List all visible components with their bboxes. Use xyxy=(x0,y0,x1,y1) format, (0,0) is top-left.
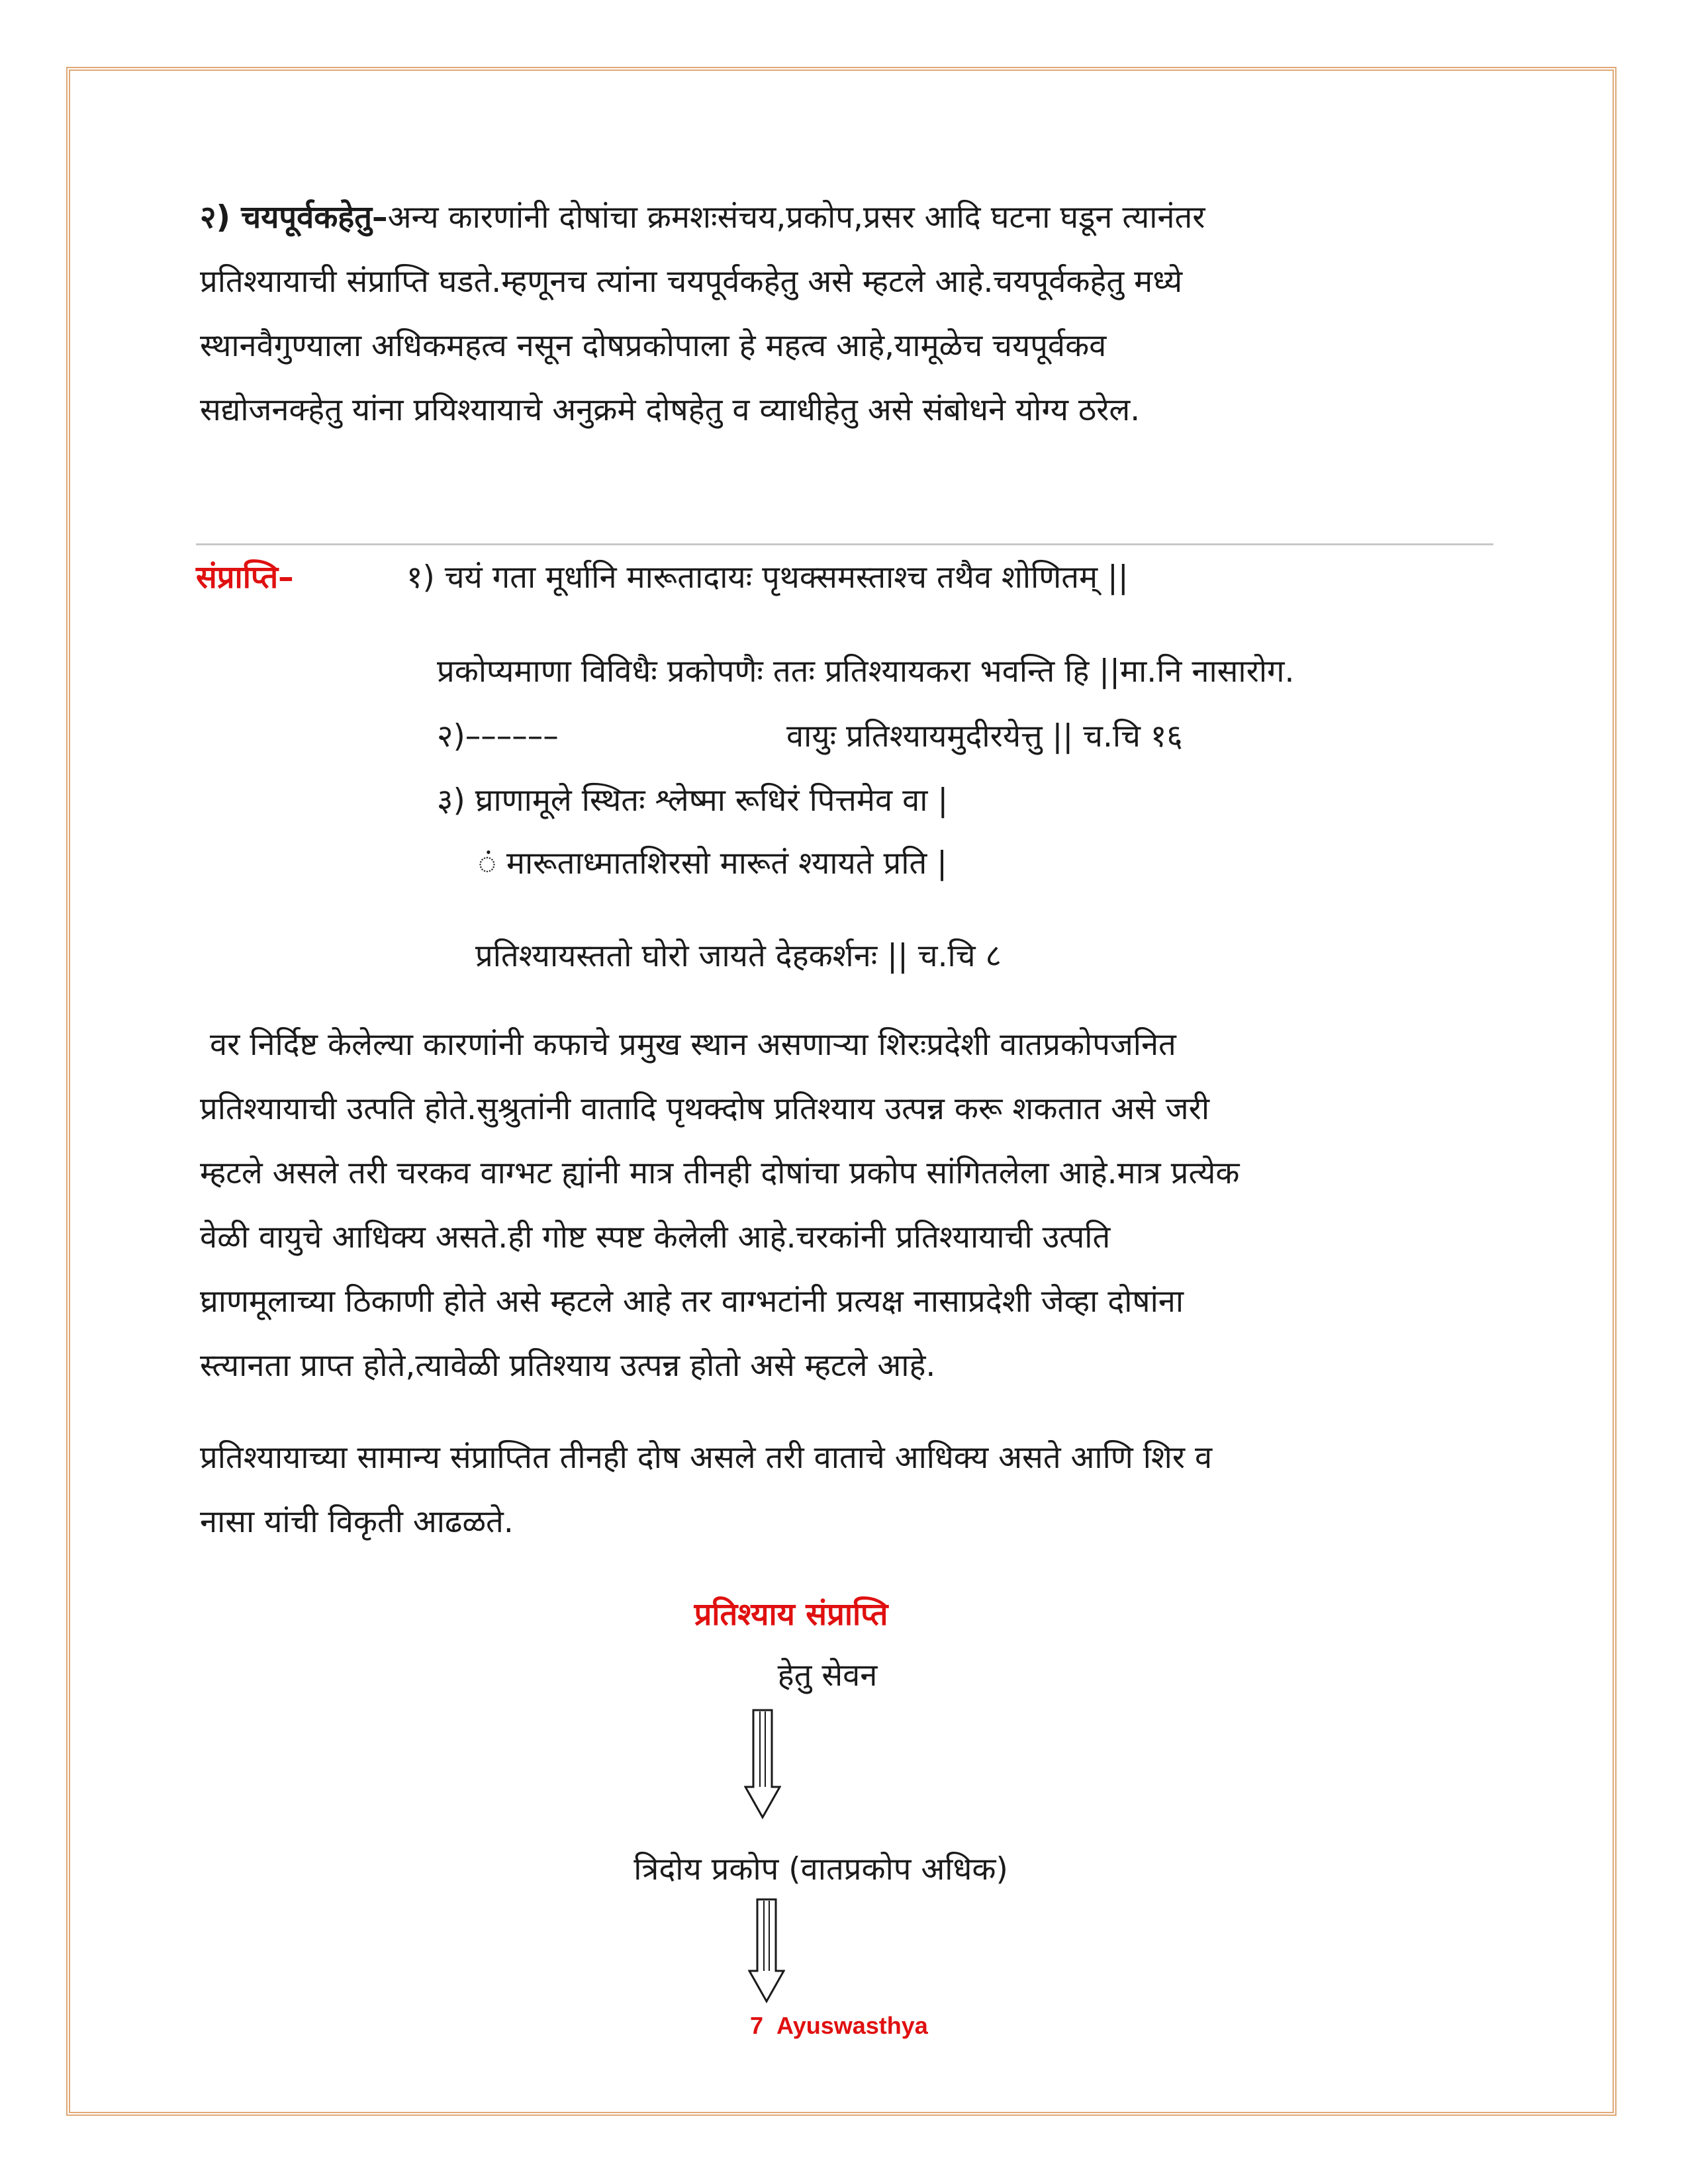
down-arrow-icon xyxy=(744,1709,781,1820)
verse-line: ं मारूताध्मातशिरसो मारूतं श्यायते प्रति | xyxy=(478,845,948,882)
verse-line: प्रतिश्यायस्ततो घोरो जायते देहकर्शनः || च.चि ८ xyxy=(475,938,1002,974)
verse-line: प्रकोप्यमाणा विविधैः प्रकोपणैः ततः प्रतिश्यायकरा भवन्ति हि ||मा.नि नासारोग. xyxy=(437,653,1295,690)
paragraph-line: प्रतिश्यायाची संप्राप्ति घडते.म्हणूनच त्यांना चयपूर्वकहेतु असे म्हटले आहे.चयपूर्वकहेतु मध्ये xyxy=(200,263,1183,300)
horizontal-divider xyxy=(196,543,1493,545)
verse-line: वायुः प्रतिश्यायमुदीरयेत्तु || च.चि १६ xyxy=(786,718,1183,754)
samprapti-label: संप्राप्ति– xyxy=(196,559,294,596)
paragraph-line: स्त्यानता प्राप्त होते,त्यावेळी प्रतिश्याय उत्पन्न होतो असे म्हटले आहे. xyxy=(200,1347,936,1384)
page-number: 7 xyxy=(750,2012,764,2039)
flow-step-hetu-sevan: हेतु सेवन xyxy=(777,1657,878,1694)
paragraph-chayapurvaka-hetu xyxy=(200,185,1517,442)
section-heading: २) चयपूर्वकहेतु– xyxy=(200,199,388,236)
verse-number: २)–––––– xyxy=(437,718,559,754)
paragraph-line: प्रतिश्यायाच्या सामान्य संप्राप्तित तीनही दोष असले तरी वाताचे आधिक्य असते आणि शिर व xyxy=(200,1439,1213,1476)
paragraph-line: सद्योजनक्हेतु यांना प्रयिश्यायाचे अनुक्रमे दोषहेतु व व्याधीहेतु असे संबोधने योग्य ठरेल. xyxy=(200,392,1141,428)
paragraph-line: घ्राणमूलाच्या ठिकाणी होते असे म्हटले आहे तर वाग्भटांनी प्रत्यक्ष नासाप्रदेशी जेव्हा दोषांना xyxy=(200,1283,1184,1320)
paragraph-line: म्हटले असले तरी चरकव वाग्भट ह्यांनी मात्र तीनही दोषांचा प्रकोप सांगितलेला आहे.मात्र प्रत्येक xyxy=(200,1155,1240,1191)
paragraph-line: नासा यांची विकृती आढळते. xyxy=(200,1504,514,1540)
flow-title: प्रतिश्याय संप्राप्ति xyxy=(694,1596,888,1633)
verse-line: १) चयं गता मूर्धानि मारूतादायः पृथक्समस्ताश्च तथैव शोणितम् || xyxy=(406,559,1129,596)
page-footer xyxy=(750,2012,928,2040)
down-arrow-icon xyxy=(748,1898,785,2004)
paragraph-line: प्रतिश्यायाची उत्पति होते.सुश्रुतांनी वातादि पृथक्दोष प्रतिश्याय उत्पन्न करू शकतात असे जरी xyxy=(200,1091,1210,1127)
flow-step-tridosha-prakopa: त्रिदोय प्रकोप (वातप्रकोप अधिक) xyxy=(633,1851,1008,1888)
paragraph-explanation xyxy=(200,1013,1517,1398)
paragraph-summary xyxy=(200,1426,1517,1554)
paragraph-line xyxy=(200,185,1517,250)
paragraph-line: स्थानवैगुण्याला अधिकमहत्व नसून दोषप्रकोपाला हे महत्व आहे,यामूळेच चयपूर्वकव xyxy=(200,328,1107,364)
paragraph-text: अन्य कारणांनी दोषांचा क्रमशःसंचय,प्रकोप,प्रसर आदि घटना घडून त्यानंतर xyxy=(387,199,1205,236)
paragraph-line: वर निर्दिष्ट केलेल्या कारणांनी कफाचे प्रमुख स्थान असणाऱ्या शिरःप्रदेशी वातप्रकोपजनित xyxy=(200,1026,1176,1063)
footer-site-name: Ayuswasthya xyxy=(776,2012,928,2039)
verse-line: ३) घ्राणामूले स्थितः श्लेष्मा रूधिरं पित्तमेव वा | xyxy=(437,782,949,819)
paragraph-line: वेळी वायुचे आधिक्य असते.ही गोष्ट स्पष्ट केलेली आहे.चरकांनी प्रतिश्यायाची उत्पति xyxy=(200,1219,1111,1255)
